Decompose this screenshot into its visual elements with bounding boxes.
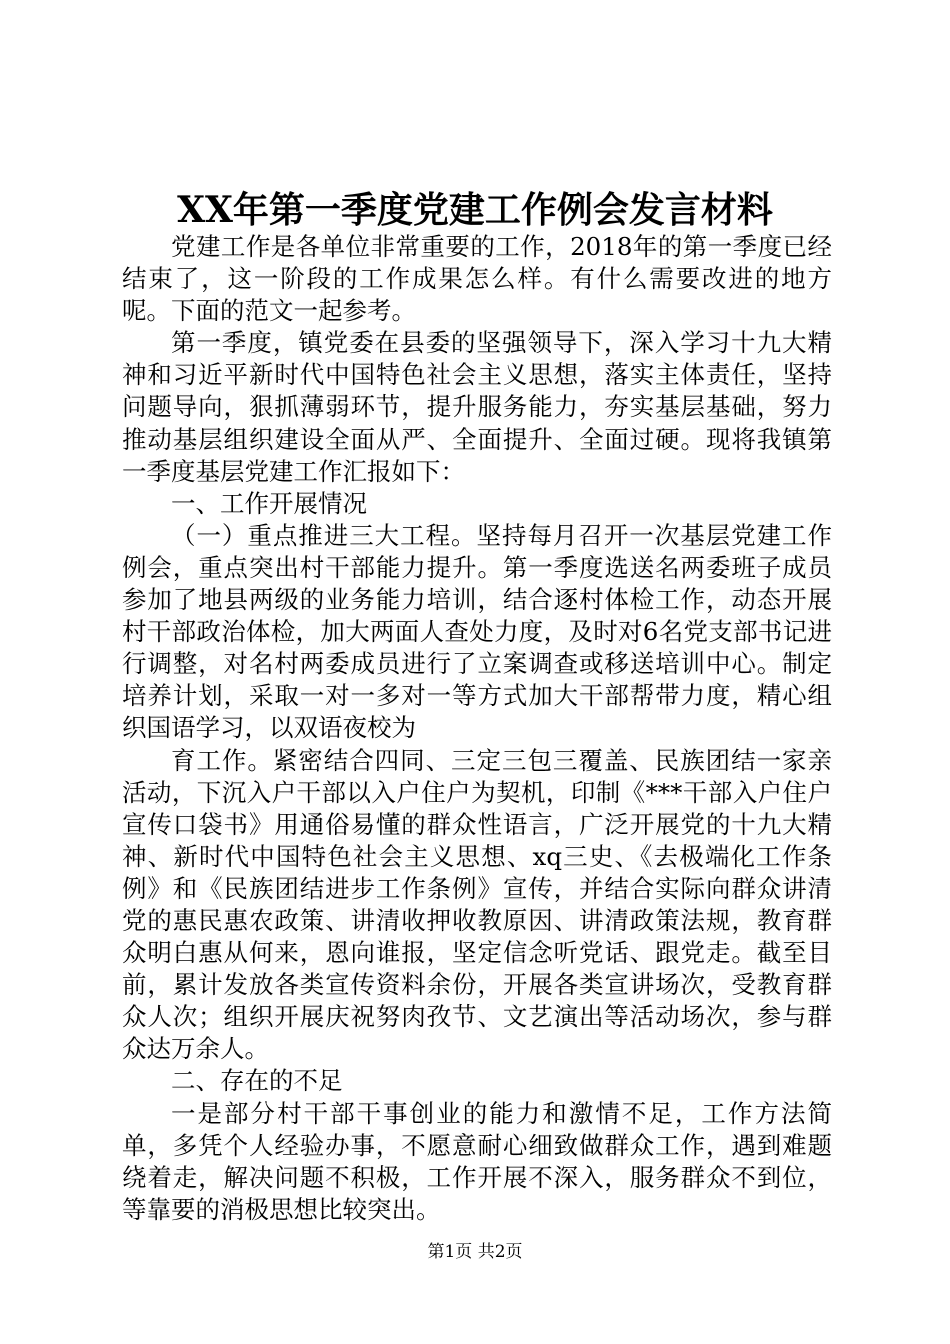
intro-paragraph: 党建工作是各单位非常重要的工作，2018年的第一季度已经结束了，这一阶段的工作成果怎么样。有什么需要改进的地方呢。下面的范文一起参考。 xyxy=(122,232,832,326)
page-footer: 第1页 共2页 xyxy=(427,1242,523,1262)
section-heading-shortcomings: 二、存在的不足 xyxy=(171,1066,343,1096)
shortcomings-paragraph: 一是部分村干部干事创业的能力和激情不足，工作方法简单，多凭个人经验办事，不愿意耐心细致做群众工作，遇到难题绕着走，解决问题不积极，工作开展不深入，服务群众不到位，等靠要的消极思想比较突出。 xyxy=(122,1098,832,1224)
summary-paragraph: 第一季度，镇党委在县委的坚强领导下，深入学习十九大精神和习近平新时代中国特色社会主义思想，落实主体责任，坚持问题导向，狠抓薄弱环节，提升服务能力，夯实基层基础，努力推动基层组织建设全面从严、全面提升、全面过硬。现将我镇第一季度基层党建工作汇报如下： xyxy=(122,328,832,486)
document-title: XX年第一季度党建工作例会发言材料 xyxy=(177,189,773,231)
subsection-paragraph xyxy=(122,520,832,745)
subsection-text: 坚持每月召开一次基层党建工作例会，重点突出村干部能力提升。第一季度选送名两委班子成员参加了地县两级的业务能力培训，结合逐村体检工作，动态开展村干部政治体检，加大两面人查处力度，及时对6名党支部书记进行调整，对名村两委成员进行了立案调查或移送培训中心。制定培养计划，采取一对一多对一等方式加大干部帮带力度，精心组织国语学习，以双语夜校为 xyxy=(122,520,833,743)
subsection-lead: （一）重点推进三大工程。 xyxy=(171,520,477,550)
continued-paragraph: 育工作。紧密结合四同、三定三包三覆盖、民族团结一家亲活动，下沉入户干部以入户住户为契机，印制《***干部入户住户宣传口袋书》用通俗易懂的群众性语言，广泛开展党的十九大精神、新时代中国特色社会主义思想、xq三史、《去极端化工作条例》和《民族团结进步工作条例》宣传，并结合实际向群众讲清党的惠民惠农政策、讲清收押收教原因、讲清政策法规，教育群众明白惠从何来，恩向谁报，坚定信念听党话、跟党走。截至目前，累计发放各类宣传资料余份，开展各类宣讲场次，受教育群众人次；组织开展庆祝努肉孜节、文艺演出等活动场次，参与群众达万余人。 xyxy=(122,745,832,1064)
section-heading-work-progress: 一、工作开展情况 xyxy=(171,488,367,518)
document-body xyxy=(122,231,832,1226)
